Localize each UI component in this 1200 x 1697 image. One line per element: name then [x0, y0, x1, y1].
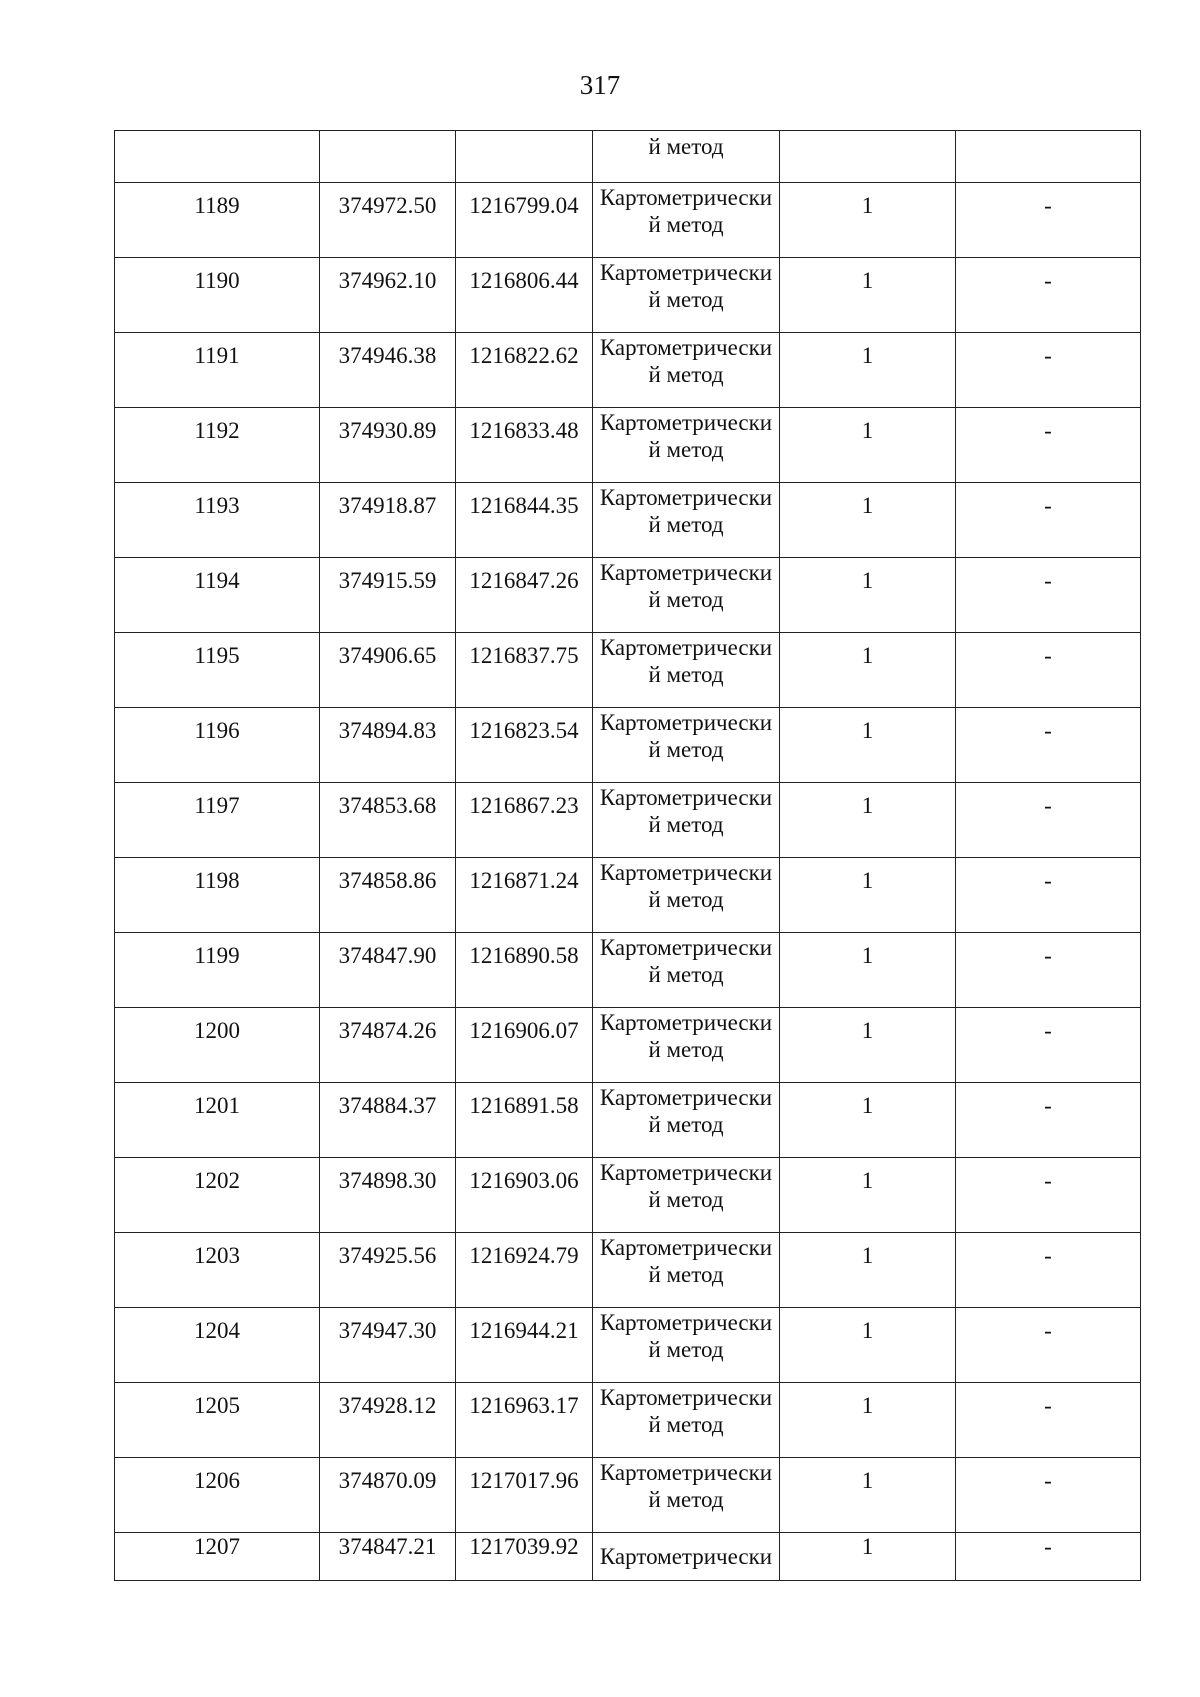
accuracy-cell	[780, 1008, 956, 1083]
y-value: 1216906.07	[469, 1018, 579, 1043]
method-text	[593, 1233, 779, 1288]
method-cell	[593, 1383, 780, 1458]
y-value: 1216944.21	[469, 1318, 579, 1343]
accuracy-cell	[780, 1383, 956, 1458]
x-cell	[320, 258, 456, 333]
accuracy-value: 1	[861, 1393, 874, 1418]
accuracy-cell	[780, 408, 956, 483]
point-cell	[115, 1308, 320, 1383]
x-value: 374870.09	[338, 1468, 437, 1493]
y-cell	[456, 783, 593, 858]
x-cell	[320, 933, 456, 1008]
note-cell	[956, 708, 1141, 783]
y-cell	[456, 258, 593, 333]
method-line-2: й метод	[648, 1337, 724, 1362]
accuracy-value: 1	[861, 343, 874, 368]
y-value: 1216823.54	[469, 718, 579, 743]
method-line-2: й метод	[648, 1112, 724, 1137]
method-text	[593, 1083, 779, 1138]
accuracy-cell	[780, 1458, 956, 1533]
y-value: 1216822.62	[469, 343, 579, 368]
accuracy-cell	[780, 558, 956, 633]
note-cell	[956, 483, 1141, 558]
point-value: 1194	[194, 568, 240, 593]
accuracy-cell	[780, 183, 956, 258]
method-cell	[593, 1233, 780, 1308]
x-cell	[320, 408, 456, 483]
y-cell	[456, 1308, 593, 1383]
point-cell	[115, 258, 320, 333]
point-cell	[115, 408, 320, 483]
x-cell	[320, 1158, 456, 1233]
point-value: 1203	[194, 1243, 240, 1268]
x-cell	[320, 1458, 456, 1533]
point-value: 1202	[194, 1168, 240, 1193]
accuracy-cell	[780, 1233, 956, 1308]
note-cell	[956, 933, 1141, 1008]
method-text	[593, 783, 779, 838]
point-value: 1191	[194, 343, 240, 368]
point-cell	[115, 1233, 320, 1308]
point-cell	[115, 183, 320, 258]
y-cell	[456, 1158, 593, 1233]
x-value: 374894.83	[338, 718, 437, 743]
point-cell	[115, 333, 320, 408]
accuracy-value: 1	[861, 493, 874, 518]
y-cell	[456, 1383, 593, 1458]
x-cell	[320, 1008, 456, 1083]
method-line-2: й метод	[648, 212, 724, 237]
point-value: 1190	[194, 268, 240, 293]
note-value: -	[1044, 1168, 1052, 1193]
y-cell	[456, 333, 593, 408]
point-cell	[115, 858, 320, 933]
method-line-2: й метод	[648, 1037, 724, 1062]
accuracy-value: 1	[861, 868, 874, 893]
accuracy-cell	[780, 708, 956, 783]
method-text: й метод	[648, 134, 724, 159]
accuracy-cell	[780, 258, 956, 333]
method-line-2: й метод	[648, 812, 724, 837]
x-cell	[320, 1308, 456, 1383]
method-text	[593, 1308, 779, 1363]
accuracy-cell	[780, 483, 956, 558]
y-cell	[456, 1233, 593, 1308]
note-cell	[956, 183, 1141, 258]
point-value: 1201	[194, 1093, 240, 1118]
x-value: 374972.50	[338, 193, 437, 218]
note-value: -	[1044, 343, 1052, 368]
y-cell	[456, 633, 593, 708]
y-value: 1216903.06	[469, 1168, 579, 1193]
y-value: 1216847.26	[469, 568, 579, 593]
note-cell	[956, 1458, 1141, 1533]
method-text	[593, 633, 779, 688]
point-cell	[115, 633, 320, 708]
method-text	[593, 1158, 779, 1213]
method-cell	[593, 708, 780, 783]
x-cell	[320, 1533, 456, 1581]
x-value: 374947.30	[338, 1318, 437, 1343]
accuracy-value: 1	[861, 1534, 874, 1559]
accuracy-value: 1	[861, 1093, 874, 1118]
y-value: 1216799.04	[469, 193, 579, 218]
accuracy-cell	[780, 131, 956, 183]
point-value: 1204	[194, 1318, 240, 1343]
note-cell	[956, 1008, 1141, 1083]
accuracy-value: 1	[861, 793, 874, 818]
y-cell	[456, 933, 593, 1008]
point-cell	[115, 1158, 320, 1233]
x-value: 374906.65	[338, 643, 437, 668]
note-value: -	[1044, 268, 1052, 293]
point-cell	[115, 1083, 320, 1158]
y-cell	[456, 1008, 593, 1083]
method-line-2: й метод	[648, 287, 724, 312]
point-value: 1206	[194, 1468, 240, 1493]
accuracy-value: 1	[861, 418, 874, 443]
y-value: 1216871.24	[469, 868, 579, 893]
table-row	[115, 633, 1141, 708]
accuracy-cell	[780, 1533, 956, 1581]
note-cell	[956, 858, 1141, 933]
x-value: 374928.12	[338, 1393, 437, 1418]
point-cell	[115, 483, 320, 558]
method-cell	[593, 558, 780, 633]
accuracy-cell	[780, 1308, 956, 1383]
method-line-1: Картометрически	[599, 185, 773, 210]
method-text	[593, 708, 779, 763]
x-cell	[320, 858, 456, 933]
x-cell	[320, 1083, 456, 1158]
x-cell	[320, 1383, 456, 1458]
note-cell	[956, 1308, 1141, 1383]
note-value: -	[1044, 643, 1052, 668]
x-value: 374847.90	[338, 943, 437, 968]
y-cell	[456, 483, 593, 558]
table-row	[115, 933, 1141, 1008]
x-cell	[320, 708, 456, 783]
x-cell	[320, 1233, 456, 1308]
method-line-1: Картометрически	[599, 335, 773, 360]
method-line-2: й метод	[648, 1262, 724, 1287]
y-cell	[456, 131, 593, 183]
method-line-1: Картометрически	[599, 1085, 773, 1110]
method-cell	[593, 1533, 780, 1581]
method-line-2: й метод	[648, 887, 724, 912]
table-row	[115, 708, 1141, 783]
method-text	[593, 933, 779, 988]
method-text	[593, 483, 779, 538]
table-row	[115, 1083, 1141, 1158]
accuracy-value: 1	[861, 1168, 874, 1193]
note-value: -	[1044, 1018, 1052, 1043]
table-row	[115, 1458, 1141, 1533]
x-cell	[320, 558, 456, 633]
accuracy-cell	[780, 1083, 956, 1158]
x-value: 374946.38	[338, 343, 437, 368]
note-value: -	[1044, 1393, 1052, 1418]
accuracy-value: 1	[861, 943, 874, 968]
method-text	[593, 1008, 779, 1063]
x-value: 374918.87	[338, 493, 437, 518]
accuracy-value: 1	[861, 1243, 874, 1268]
method-cell	[593, 183, 780, 258]
note-value: -	[1044, 1534, 1052, 1559]
note-cell	[956, 1383, 1141, 1458]
method-line-1: Картометрически	[599, 1460, 773, 1485]
note-value: -	[1044, 1243, 1052, 1268]
method-text	[593, 558, 779, 613]
point-value: 1200	[194, 1018, 240, 1043]
y-value: 1216837.75	[469, 643, 579, 668]
note-cell	[956, 1158, 1141, 1233]
point-value: 1193	[194, 493, 240, 518]
x-cell	[320, 633, 456, 708]
table-row	[115, 558, 1141, 633]
method-cell	[593, 1458, 780, 1533]
method-line-2: й метод	[648, 737, 724, 762]
y-value: 1216891.58	[469, 1093, 579, 1118]
note-value: -	[1044, 718, 1052, 743]
accuracy-value: 1	[861, 643, 874, 668]
y-cell	[456, 558, 593, 633]
method-line-1: Картометрически	[599, 1385, 773, 1410]
method-cell	[593, 783, 780, 858]
x-cell	[320, 131, 456, 183]
x-value: 374962.10	[338, 268, 437, 293]
method-cell	[593, 1308, 780, 1383]
table-row	[115, 1008, 1141, 1083]
method-line-1: Картометрически	[599, 1310, 773, 1335]
method-line-1: Картометрически	[599, 860, 773, 885]
note-value: -	[1044, 568, 1052, 593]
table-row	[115, 1158, 1141, 1233]
y-value: 1216890.58	[469, 943, 579, 968]
method-line-1: Картометрически	[599, 410, 773, 435]
y-cell	[456, 183, 593, 258]
method-cell	[593, 633, 780, 708]
note-cell	[956, 558, 1141, 633]
method-cell	[593, 1083, 780, 1158]
method-line-1: Картометрически	[599, 935, 773, 960]
x-cell	[320, 483, 456, 558]
method-text	[593, 408, 779, 463]
point-cell	[115, 708, 320, 783]
method-text	[593, 1458, 779, 1513]
method-line-2: й метод	[648, 437, 724, 462]
method-cell	[593, 258, 780, 333]
x-value: 374847.21	[338, 1534, 437, 1559]
accuracy-value: 1	[861, 268, 874, 293]
method-line-2: й метод	[648, 1412, 724, 1437]
table-row	[115, 483, 1141, 558]
table-row	[115, 258, 1141, 333]
method-cell	[593, 408, 780, 483]
x-value: 374884.37	[338, 1093, 437, 1118]
method-line-1: Картометрически	[599, 1010, 773, 1035]
note-cell	[956, 1533, 1141, 1581]
accuracy-cell	[780, 333, 956, 408]
point-cell	[115, 131, 320, 183]
table-row-last	[115, 1533, 1141, 1581]
y-value: 1216963.17	[469, 1393, 579, 1418]
x-cell	[320, 183, 456, 258]
method-line-1: Картометрически	[599, 1160, 773, 1185]
note-cell	[956, 783, 1141, 858]
note-value: -	[1044, 418, 1052, 443]
accuracy-value: 1	[861, 1318, 874, 1343]
method-line-2: й метод	[648, 962, 724, 987]
x-value: 374858.86	[338, 868, 437, 893]
y-cell	[456, 708, 593, 783]
accuracy-cell	[780, 933, 956, 1008]
method-line-1: Картометрически	[599, 260, 773, 285]
y-cell	[456, 1458, 593, 1533]
table-row	[115, 183, 1141, 258]
continuation-row	[115, 131, 1141, 183]
note-value: -	[1044, 493, 1052, 518]
y-value: 1217017.96	[469, 1468, 579, 1493]
table-row	[115, 408, 1141, 483]
x-cell	[320, 783, 456, 858]
note-value: -	[1044, 793, 1052, 818]
y-cell	[456, 858, 593, 933]
note-value: -	[1044, 1468, 1052, 1493]
method-line-1: Картометрически	[599, 1235, 773, 1260]
y-cell	[456, 1533, 593, 1581]
note-value: -	[1044, 868, 1052, 893]
y-value: 1216867.23	[469, 793, 579, 818]
y-value: 1217039.92	[469, 1534, 579, 1559]
accuracy-value: 1	[861, 193, 874, 218]
method-cell	[593, 483, 780, 558]
accuracy-value: 1	[861, 1468, 874, 1493]
table-row	[115, 783, 1141, 858]
accuracy-cell	[780, 858, 956, 933]
point-value: 1192	[194, 418, 240, 443]
method-cell	[593, 131, 780, 183]
note-cell	[956, 131, 1141, 183]
method-cell	[593, 858, 780, 933]
accuracy-value: 1	[861, 568, 874, 593]
table-row	[115, 1383, 1141, 1458]
y-value: 1216844.35	[469, 493, 579, 518]
x-value: 374930.89	[338, 418, 437, 443]
x-cell	[320, 333, 456, 408]
point-value: 1199	[194, 943, 240, 968]
method-text: Картометрически	[599, 1544, 773, 1569]
table-row	[115, 333, 1141, 408]
page-number: 317	[579, 70, 621, 100]
method-cell	[593, 333, 780, 408]
method-text	[593, 258, 779, 313]
note-cell	[956, 408, 1141, 483]
point-value: 1196	[194, 718, 240, 743]
accuracy-cell	[780, 633, 956, 708]
point-value: 1189	[194, 193, 240, 218]
point-cell	[115, 783, 320, 858]
method-text	[593, 1383, 779, 1438]
method-line-1: Картометрически	[599, 485, 773, 510]
method-cell	[593, 1008, 780, 1083]
note-cell	[956, 633, 1141, 708]
note-cell	[956, 1233, 1141, 1308]
method-cell	[593, 933, 780, 1008]
x-value: 374874.26	[338, 1018, 437, 1043]
method-line-2: й метод	[648, 512, 724, 537]
point-cell	[115, 1458, 320, 1533]
y-value: 1216924.79	[469, 1243, 579, 1268]
note-value: -	[1044, 193, 1052, 218]
note-cell	[956, 258, 1141, 333]
note-value: -	[1044, 943, 1052, 968]
y-value: 1216833.48	[469, 418, 579, 443]
x-value: 374853.68	[338, 793, 437, 818]
point-cell	[115, 1533, 320, 1581]
method-line-1: Картометрически	[599, 635, 773, 660]
note-cell	[956, 1083, 1141, 1158]
table-row	[115, 858, 1141, 933]
method-line-2: й метод	[648, 362, 724, 387]
method-line-1: Картометрически	[599, 560, 773, 585]
y-cell	[456, 408, 593, 483]
method-line-2: й метод	[648, 1187, 724, 1212]
note-value: -	[1044, 1318, 1052, 1343]
note-cell	[956, 333, 1141, 408]
method-cell	[593, 1158, 780, 1233]
method-text	[593, 183, 779, 238]
point-value: 1197	[194, 793, 240, 818]
note-value: -	[1044, 1093, 1052, 1118]
method-line-2: й метод	[648, 662, 724, 687]
point-value: 1205	[194, 1393, 240, 1418]
accuracy-cell	[780, 783, 956, 858]
accuracy-value: 1	[861, 1018, 874, 1043]
method-line-2: й метод	[648, 587, 724, 612]
accuracy-cell	[780, 1158, 956, 1233]
point-value: 1195	[194, 643, 240, 668]
method-text	[593, 333, 779, 388]
point-value: 1198	[194, 868, 240, 893]
coordinates-table	[114, 130, 1141, 1581]
point-cell	[115, 1383, 320, 1458]
x-value: 374925.56	[338, 1243, 437, 1268]
x-value: 374915.59	[338, 568, 437, 593]
point-value: 1207	[194, 1534, 240, 1559]
table-row	[115, 1308, 1141, 1383]
table-row	[115, 1233, 1141, 1308]
method-line-1: Картометрически	[599, 710, 773, 735]
method-line-1: Картометрически	[599, 785, 773, 810]
y-value: 1216806.44	[469, 268, 579, 293]
x-value: 374898.30	[338, 1168, 437, 1193]
table-body	[115, 131, 1141, 1581]
point-cell	[115, 1008, 320, 1083]
y-cell	[456, 1083, 593, 1158]
point-cell	[115, 933, 320, 1008]
method-line-2: й метод	[648, 1487, 724, 1512]
point-cell	[115, 558, 320, 633]
accuracy-value: 1	[861, 718, 874, 743]
method-text	[593, 858, 779, 913]
